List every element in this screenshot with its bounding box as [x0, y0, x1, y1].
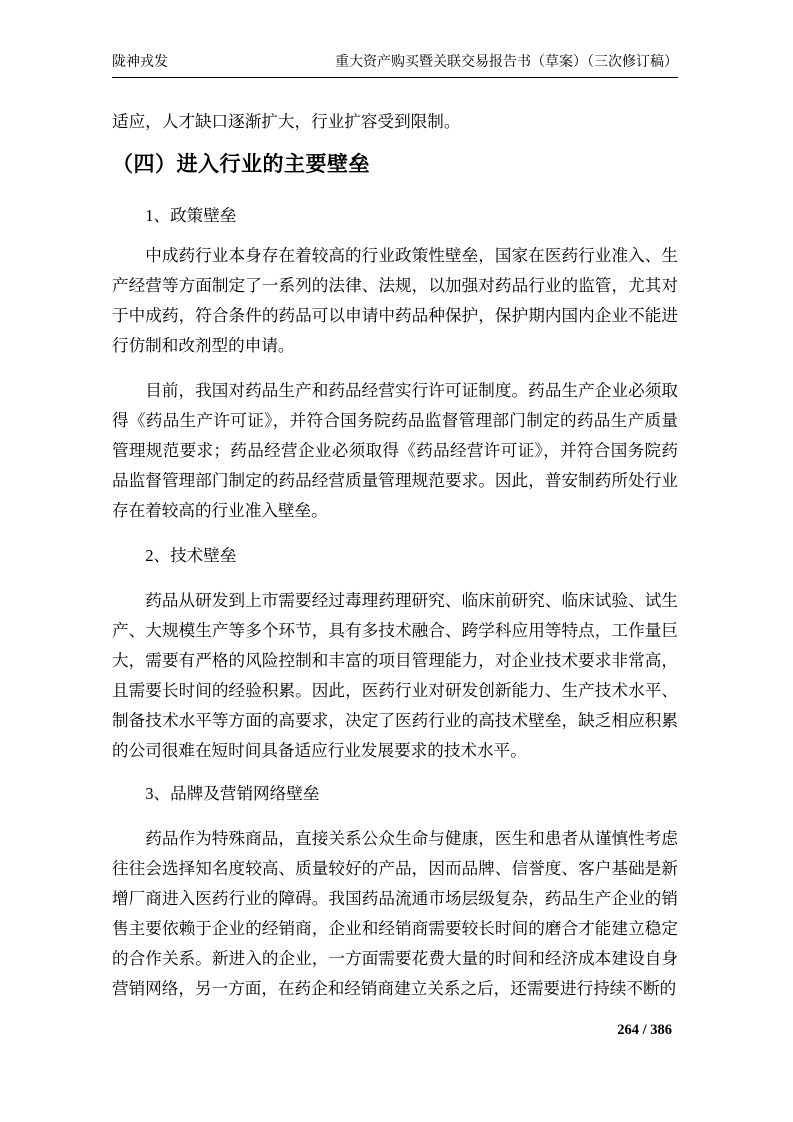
page-content — [112, 0, 678, 1004]
header-report-title: 重大资产购买暨关联交易报告书（草案）（三次修订稿） — [335, 55, 678, 70]
paragraph-continuation: 适应，人才缺口逐渐扩大，行业扩容受到限制。 — [112, 112, 461, 131]
section-heading: （四）进入行业的主要壁垒 — [112, 153, 370, 176]
header-company-name: 陇神戎发 — [112, 55, 168, 70]
subsection-heading-2: 2、技术壁垒 — [145, 546, 237, 565]
body-paragraph: 中成药行业本身存在着较高的行业政策性壁垒，国家在医药行业准入、生产经营等方面制定了一系列的法律、法规，以加强对药品行业的监管，尤其对于中成药，符合条件的药品可以申请中药品种保护，保护期内国内企业不能进行仿制和改剂型的申请。 — [112, 246, 678, 355]
body-paragraph: 药品作为特殊商品，直接关系公众生命与健康，医生和患者从谨慎性考虑往往会选择知名度较高、质量较好的产品，因而品牌、信誉度、客户基础是新增厂商进入医药行业的障碍。我国药品流通市场层级复杂，药品生产企业的销售主要依赖于企业的经销商，企业和经销商需要较长时间的磨合才能建立稳定的合作关系。新进入的企业，一方面需要花费大量的时间和经济成本建设自身营销网络，另一方面，在药企和经销商建立关系之后，还需要进行持续不断的 — [112, 829, 678, 998]
page-header — [112, 0, 678, 78]
subsection-heading-3: 3、品牌及营销网络壁垒 — [145, 784, 320, 803]
body-paragraph: 药品从研发到上市需要经过毒理药理研究、临床前研究、临床试验、试生产、大规模生产等多个环节，具有多技术融合、跨学科应用等特点，工作量巨大，需要有严格的风险控制和丰富的项目管理能力，对企业技术要求非常高，且需要长时间的经验积累。因此，医药行业对研发创新能力、生产技术水平、制备技术水平等方面的高要求，决定了医药行业的高技术壁垒，缺乏相应积累的公司很难在短时间具备适应行业发展要求的技术水平。 — [112, 591, 678, 760]
subsection-heading-1: 1、政策壁垒 — [145, 206, 237, 225]
body-paragraph: 目前，我国对药品生产和药品经营实行许可证制度。药品生产企业必须取得《药品生产许可证》，并符合国务院药品监督管理部门制定的药品生产质量管理规范要求；药品经营企业必须取得《药品经营许可证》，并符合国务院药品监督管理部门制定的药品经营质量管理规范要求。因此，普安制药所处行业存在着较高的行业准入壁垒。 — [112, 381, 678, 520]
page-number: 264 / 386 — [617, 1022, 672, 1038]
